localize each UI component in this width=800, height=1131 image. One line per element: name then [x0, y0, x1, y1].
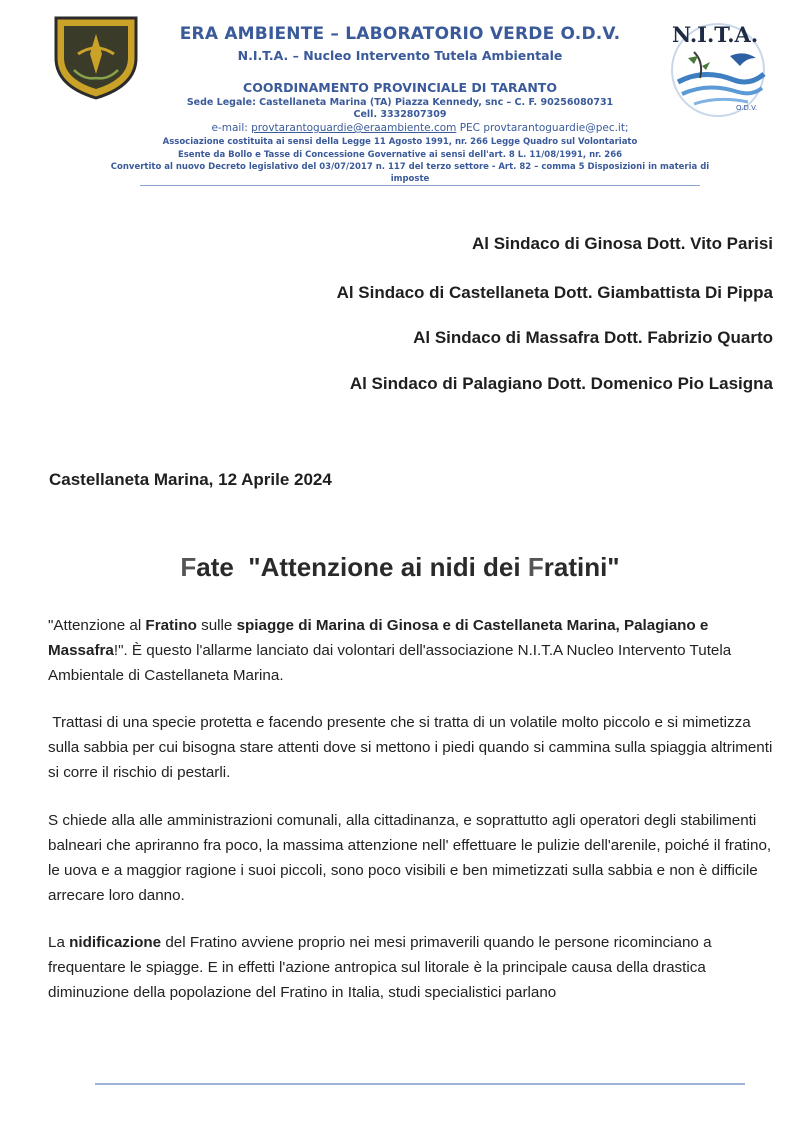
recipient-palagiano: Al Sindaco di Palagiano Dott. Domenico Pio Lasigna — [349, 374, 773, 393]
p1-text-e: !". È questo l'allarme lanciato dai volontari dell'associazione N.I.T.A Nucleo Intervento Tutela Ambientale di Castellaneta Marina. — [48, 642, 732, 684]
p1-text-c: sulle — [196, 617, 237, 634]
title-initial-2: F — [527, 552, 544, 582]
title-text-1: ate "Attenzione ai nidi dei — [196, 552, 528, 582]
pec-address[interactable]: provtarantoguardie@pec.it; — [483, 122, 629, 134]
conversion-line: Convertito al nuovo Decreto legislativo del 03/07/2017 n. 117 del terzo settore - Art. 82 – comma 5 Disposizioni in materia di imposte — [110, 162, 710, 184]
paragraph-4 — [48, 930, 778, 1005]
letter-title — [0, 552, 800, 583]
nita-logo-text: N.I.T.A. — [672, 22, 759, 47]
organization-title: ERA AMBIENTE – LABORATORIO VERDE O.D.V. — [179, 24, 621, 44]
legal-seat: Sede Legale: Castellaneta Marina (TA) Piazza Kennedy, snc – C. F. 90256080731 — [186, 97, 614, 108]
recipient-massafra: Al Sindaco di Massafra Dott. Fabrizio Quarto — [413, 328, 773, 347]
association-badge-logo — [50, 14, 142, 100]
pec-label: PEC — [459, 122, 481, 134]
email-label: e-mail: — [211, 122, 248, 134]
paragraph-1 — [48, 613, 778, 688]
paragraph-2: Trattasi di una specie protetta e facendo presente che si tratta di un volatile molto piccolo e si mimetizza sulla sabbia per cui bisogna stare attenti dove si mettono i piedi quando si cammina sulla spiaggia altrimenti si corre il rischio di pestarli. — [48, 714, 777, 781]
header-divider — [140, 185, 700, 186]
p1-bold-locations: spiagge di Marina di Ginosa e di Castellaneta Marina, Palagiano e Massafra — [48, 617, 709, 659]
coordination-heading: COORDINAMENTO PROVINCIALE DI TARANTO — [243, 80, 557, 95]
p4-bold-nidificazione: nidificazione — [69, 934, 162, 951]
association-line: Associazione costituita ai sensi della Legge 11 Agosto 1991, nr. 266 Legge Quadro sul Volontariato — [162, 137, 638, 147]
cell-number: Cell. 3332807309 — [353, 109, 447, 120]
organization-subtitle: N.I.T.A. – Nucleo Intervento Tutela Ambientale — [237, 48, 563, 63]
p4-text-a: La — [48, 934, 70, 951]
title-initial-1: F — [180, 552, 197, 582]
letter-date: Castellaneta Marina, 12 Aprile 2024 — [49, 470, 332, 489]
recipient-castellaneta: Al Sindaco di Castellaneta Dott. Giambattista Di Pippa — [336, 283, 773, 302]
p4-text-c: del Fratino avviene proprio nei mesi primaverili quando le persone ricominciano a frequentare le spiagge. E in effetti l'azione antropica sul litorale è la principale causa della drastica diminuzione della popolazione del Fratino in Italia, studi specialistici parlano — [48, 934, 712, 1001]
contact-line — [160, 122, 680, 134]
email-link[interactable]: provtarantoguardie@eraambiente.com — [251, 122, 457, 134]
nita-logo-sub: O.D.V. — [736, 104, 758, 112]
footer-divider — [95, 1083, 745, 1085]
exemption-line: Esente da Bollo e Tasse di Concessione Governative ai sensi dell'art. 8 L. 11/08/1991, nr. 266 — [177, 150, 623, 160]
paragraph-3: S chiede alla alle amministrazioni comunali, alla cittadinanza, e soprattutto agli operatori degli stabilimenti balneari che apriranno fra poco, la massima attenzione nell' effettuare le pulizie dell'arenile, poiché il fratino, le uova e a maggior ragione i suoi piccoli, sono poco visibili e ben mimetizzati sulla sabbia e non è difficile arrecare loro danno. — [48, 812, 772, 904]
p1-bold-fratino: Fratino — [145, 617, 197, 634]
recipient-ginosa: Al Sindaco di Ginosa Dott. Vito Parisi — [471, 234, 773, 253]
title-text-2: ratini" — [543, 552, 620, 582]
p1-text-a: "Attenzione al — [48, 617, 146, 634]
